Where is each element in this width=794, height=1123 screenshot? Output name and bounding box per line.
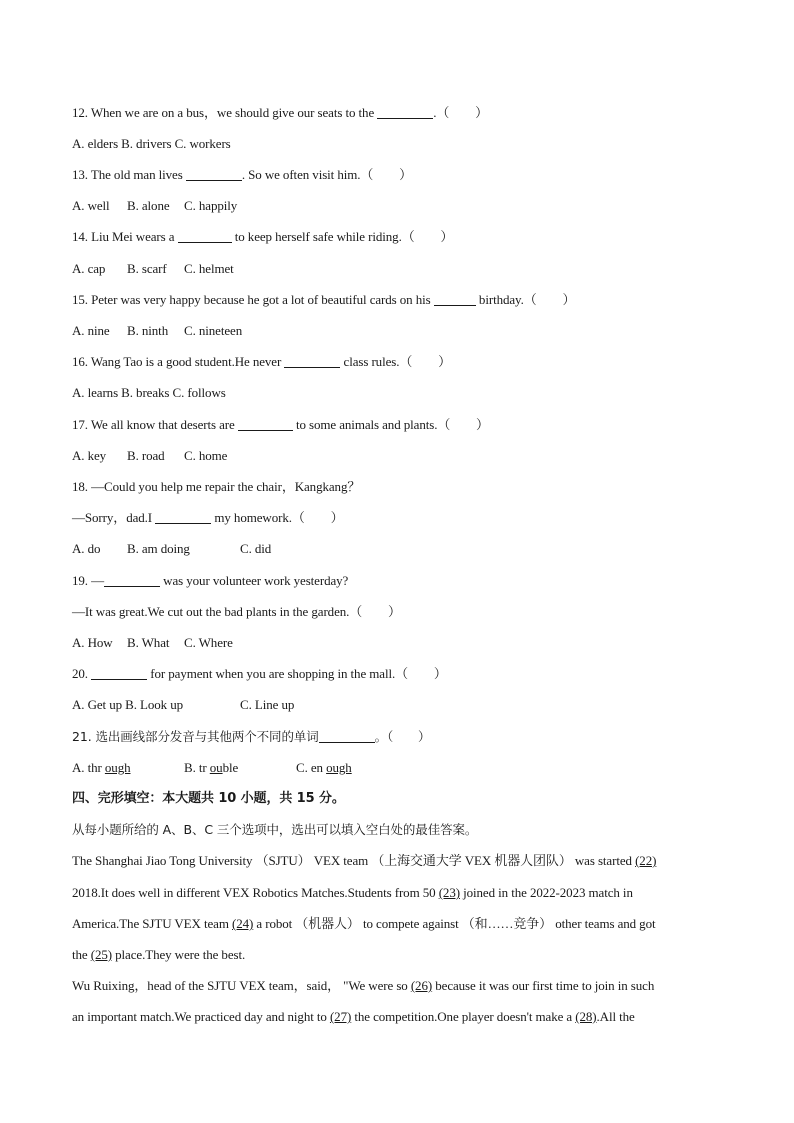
underlined-part: ough xyxy=(326,760,352,775)
options-text: A. learns B. breaks C. follows xyxy=(72,385,226,400)
question-16 xyxy=(72,353,716,371)
question-17 xyxy=(72,416,716,434)
blank-28[interactable]: (28) xyxy=(575,1009,597,1024)
option-a: A. well xyxy=(72,198,110,213)
option-a: A. nine xyxy=(72,323,110,338)
option-c: C. nineteen xyxy=(184,323,243,338)
question-12 xyxy=(72,104,716,122)
option-a: A. How xyxy=(72,635,113,650)
option-c: C. Line up xyxy=(240,697,295,712)
question-stem: —Sorry，dad.I xyxy=(72,510,153,525)
option-b: B. ninth xyxy=(127,323,169,338)
option-b: B. What xyxy=(127,635,170,650)
question-stem: 17. We all know that deserts are xyxy=(72,417,235,432)
question-stem-end: class rules.（ ） xyxy=(343,354,451,369)
option-b: B. scarf xyxy=(127,261,167,276)
answer-blank xyxy=(91,667,147,680)
question-stem-end: 。（ ） xyxy=(374,729,431,744)
question-12-options xyxy=(72,135,716,153)
answer-blank xyxy=(434,293,476,306)
question-13-options xyxy=(72,197,716,215)
question-19-options xyxy=(72,634,716,652)
option-a: A. cap xyxy=(72,261,106,276)
question-stem-end: for payment when you are shopping in the mall.（ ） xyxy=(150,666,447,681)
answer-blank xyxy=(178,230,232,243)
option-c: C. en ough xyxy=(296,760,352,775)
question-stem-end: birthday.（ ） xyxy=(478,292,576,307)
question-stem: 13. The old man lives xyxy=(72,167,183,182)
option-a: A. do xyxy=(72,541,101,556)
question-21-options xyxy=(72,759,716,777)
blank-22[interactable]: (22) xyxy=(635,853,657,868)
question-18-reply xyxy=(72,509,716,527)
question-15 xyxy=(72,291,716,309)
question-14 xyxy=(72,228,716,246)
question-stem: 12. When we are on a bus，we should give our seats to the xyxy=(72,105,375,120)
option-a: A. thr ough xyxy=(72,760,131,775)
question-17-options xyxy=(72,447,716,465)
option-c: C. helmet xyxy=(184,261,234,276)
passage-line: The Shanghai Jiao Tong University （SJTU） VEX team （上海交通大学 VEX 机器人团队） was started (22) xyxy=(72,853,657,868)
answer-blank xyxy=(284,355,340,368)
question-14-options xyxy=(72,260,716,278)
answer-blank xyxy=(319,730,375,743)
blank-25[interactable]: (25) xyxy=(90,947,112,962)
option-c: C. home xyxy=(184,448,228,463)
question-18-options xyxy=(72,540,716,558)
option-b: B. alone xyxy=(127,198,170,213)
question-15-options xyxy=(72,322,716,340)
question-number: 20. xyxy=(72,666,88,681)
option-b: B. am doing xyxy=(127,541,190,556)
answer-blank xyxy=(238,418,293,431)
section-instruction: 从每小题所给的 A、B、C 三个选项中，选出可以填入空白处的最佳答案。 xyxy=(72,822,478,837)
question-20-options xyxy=(72,696,716,714)
question-stem-end: to some animals and plants.（ ） xyxy=(295,417,489,432)
question-13 xyxy=(72,166,716,184)
section-heading: 四、完形填空：本大题共 10 小题，共 15 分。 xyxy=(72,791,345,806)
option-b: B. road xyxy=(127,448,165,463)
question-stem-end: . So we often visit him.（ ） xyxy=(241,167,413,182)
question-stem-end: my homework.（ ） xyxy=(214,510,344,525)
question-stem: 21. 选出画线部分发音与其他两个不同的单词 xyxy=(72,729,319,744)
question-stem-end: to keep herself safe while riding.（ ） xyxy=(234,229,454,244)
blank-24[interactable]: (24) xyxy=(231,916,254,931)
blank-23[interactable]: (23) xyxy=(438,885,460,900)
blank-27[interactable]: (27) xyxy=(329,1009,352,1024)
question-stem: 19. — xyxy=(72,573,105,588)
option-c: C. happily xyxy=(184,198,238,213)
question-21 xyxy=(72,728,716,746)
question-19-reply xyxy=(72,603,716,621)
question-stem-end: was your volunteer work yesterday? xyxy=(163,573,349,588)
options-text: A. elders B. drivers C. workers xyxy=(72,136,231,151)
question-16-options xyxy=(72,384,716,402)
passage-line: Wu Ruixing，head of the SJTU VEX team，said， "We were so (26) because it was our first time to join in such xyxy=(72,978,655,993)
question-stem-end: .（ ） xyxy=(433,105,489,120)
question-stem: —It was great.We cut out the bad plants in the garden.（ ） xyxy=(72,604,401,619)
passage-line: America.The SJTU VEX team (24) a robot （机器人） to compete against （和……竞争） other teams and got xyxy=(72,916,656,931)
question-20 xyxy=(72,665,716,683)
answer-blank xyxy=(104,574,160,587)
passage-line: an important match.We practiced day and night to (27) the competition.One player doesn't make a (28).All the xyxy=(72,1009,635,1024)
underlined-part: ou xyxy=(209,760,223,775)
passage-line: 2018.It does well in different VEX Robotics Matches.Students from 50 (23) joined in the 2022-2023 match in xyxy=(72,885,633,900)
option-a: A. key xyxy=(72,448,107,463)
option-ab: A. Get up B. Look up xyxy=(72,697,184,712)
passage-line: the (25) place.They were the best. xyxy=(72,947,246,962)
underlined-part: ough xyxy=(104,760,131,775)
question-stem: 14. Liu Mei wears a xyxy=(72,229,175,244)
question-stem: 16. Wang Tao is a good student.He never xyxy=(72,354,282,369)
answer-blank xyxy=(186,168,242,181)
question-stem: 15. Peter was very happy because he got a lot of beautiful cards on his xyxy=(72,292,431,307)
blank-26[interactable]: (26) xyxy=(410,978,433,993)
answer-blank xyxy=(155,511,211,524)
answer-blank xyxy=(377,106,433,119)
question-19 xyxy=(72,572,716,590)
question-stem: 18. —Could you help me repair the chair，Kangkang？ xyxy=(72,479,361,494)
option-c: C. Where xyxy=(184,635,233,650)
option-b: B. tr ouble xyxy=(184,760,239,775)
question-18 xyxy=(72,478,716,496)
option-c: C. did xyxy=(240,541,272,556)
